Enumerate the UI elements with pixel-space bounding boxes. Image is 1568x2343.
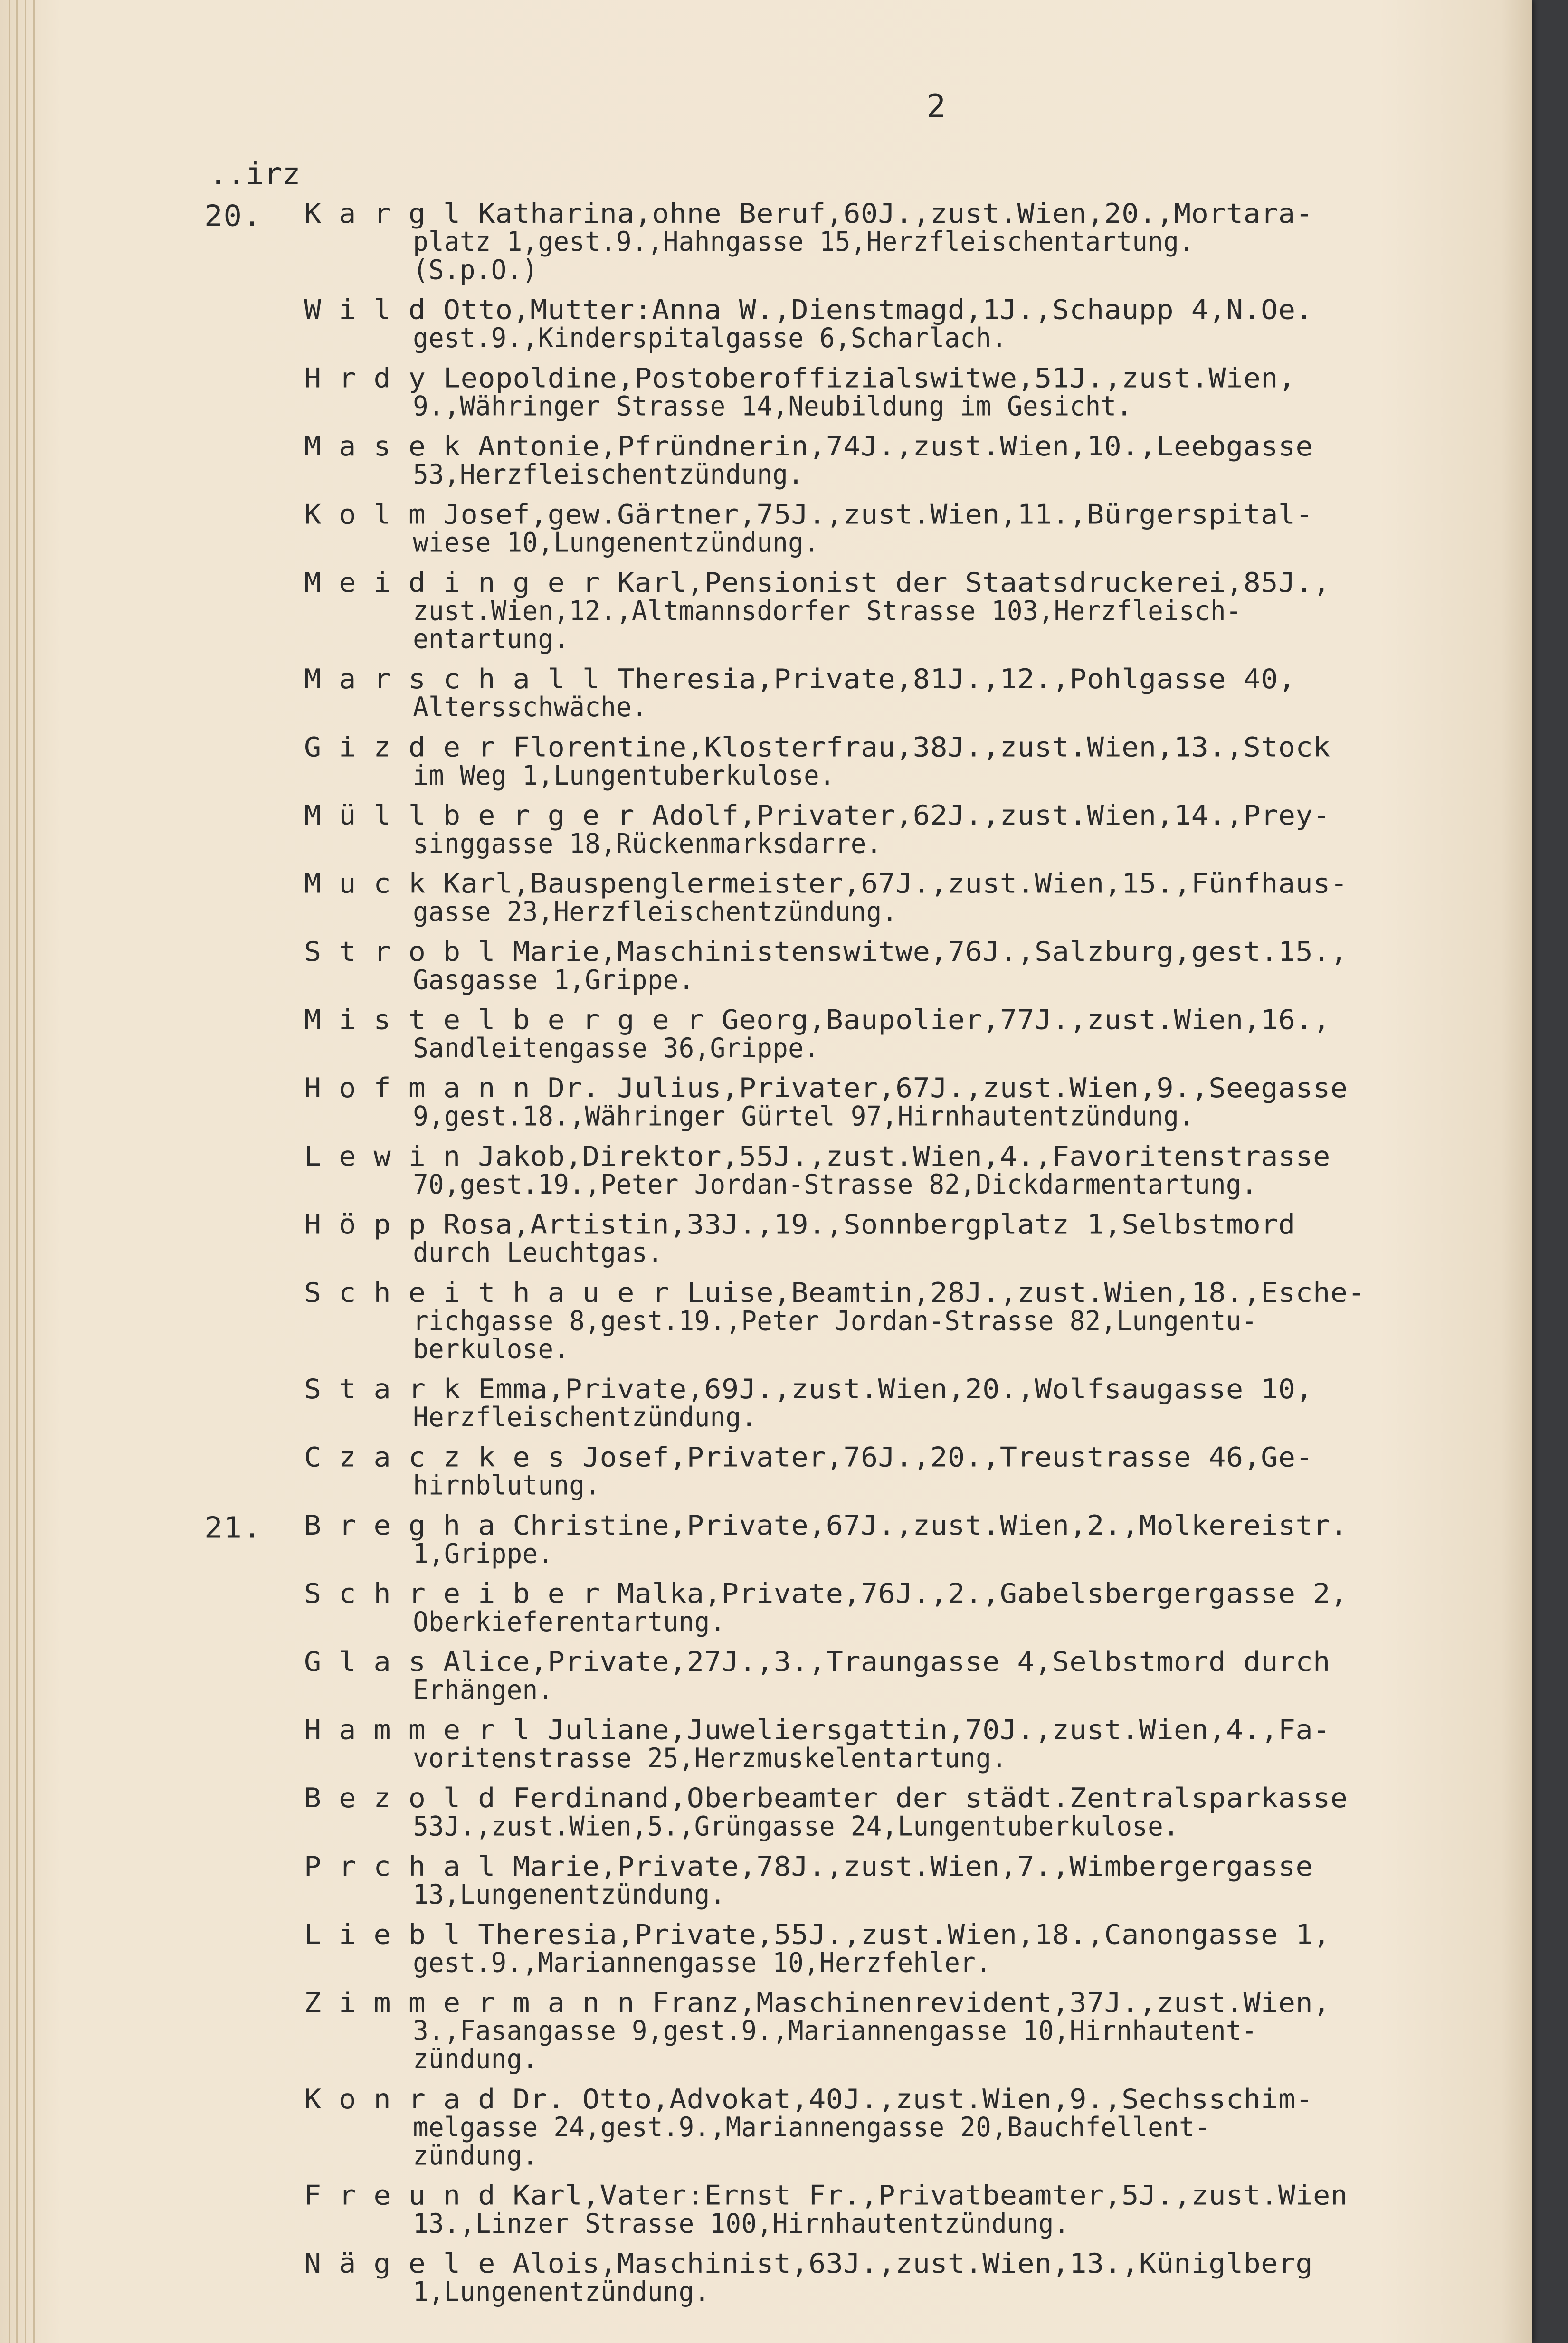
register-entry (304, 1006, 1501, 1062)
entry-line-continued: entartung. (413, 623, 570, 655)
entry-line-first: M a r s c h a l l Theresia,Private,81J.,12.,Pohlgasse 40, (304, 663, 1296, 695)
month-heading: ..irz (209, 157, 301, 192)
entry-line-continued: 3.,Fasangasse 9,gest.9.,Mariannengasse 10,Hirnhautent- (413, 2015, 1257, 2047)
entry-line-continued: 1,Grippe. (413, 1537, 554, 1570)
register-entry (304, 1648, 1501, 1704)
entry-line-first: L e w i n Jakob,Direktor,55J.,zust.Wien,4.,Favoritenstrasse (304, 1140, 1330, 1173)
register-entry (304, 1279, 1501, 1363)
entry-line-first: L i e b l Theresia,Private,55J.,zust.Wien,18.,Canongasse 1, (304, 1918, 1330, 1951)
entry-line-continued: 9,gest.18.,Währinger Gürtel 97,Hirnhautentzündung. (413, 1100, 1195, 1132)
register-entry (304, 733, 1501, 790)
entry-line-first: S c h r e i b e r Malka,Private,76J.,2.,Gabelsbergergasse 2, (304, 1577, 1348, 1610)
register-entry (304, 569, 1501, 653)
entry-line-continued: voritenstrasse 25,Herzmuskelentartung. (413, 1742, 1007, 1774)
entry-line-continued: 9.,Währinger Strasse 14,Neubildung im Gesicht. (413, 390, 1132, 422)
entry-line-first: C z a c z k e s Josef,Privater,76J.,20.,Treustrasse 46,Ge- (304, 1441, 1313, 1473)
entry-line-continued: 13.,Linzer Strasse 100,Hirnhautentzündung. (413, 2208, 1070, 2240)
register-entry (304, 938, 1501, 994)
entry-line-first: S t a r k Emma,Private,69J.,zust.Wien,20.,Wolfsaugasse 10, (304, 1373, 1313, 1405)
book-binding (1532, 0, 1568, 2343)
entry-line-continued: (S.p.O.) (413, 254, 538, 286)
register-entry (304, 1074, 1501, 1130)
register-entry (304, 801, 1501, 858)
entry-line-first: H a m m e r l Juliane,Juweliersgattin,70J.,zust.Wien,4.,Fa- (304, 1714, 1330, 1746)
entry-line-continued: richgasse 8,gest.19.,Peter Jordan-Strasse 82,Lungentu- (413, 1305, 1257, 1337)
entry-line-first: P r c h a l Marie,Private,78J.,zust.Wien,7.,Wimbergergasse (304, 1850, 1313, 1883)
register-entry (304, 432, 1501, 489)
register-entry (304, 1918, 1501, 1979)
register-entry (304, 1784, 1501, 1840)
entry-line-first: W i l d Otto,Mutter:Anna W.,Dienstmagd,1J.,Schaupp 4,N.Oe. (304, 294, 1313, 326)
page-edge (33, 0, 35, 2343)
entry-line-continued: zündung. (413, 2043, 538, 2075)
page-edge (16, 0, 18, 2343)
register-entry (304, 665, 1501, 721)
entry-line-continued: im Weg 1,Lungentuberkulose. (413, 759, 835, 792)
entry-line-continued: singgasse 18,Rückenmarksdarre. (413, 827, 882, 860)
entry-line-continued: wiese 10,Lungenentzündung. (413, 527, 820, 559)
entry-line-continued: 53,Herzfleischentzündung. (413, 458, 804, 491)
entry-line-first: M ü l l b e r g e r Adolf,Privater,62J.,zust.Wien,14.,Prey- (304, 799, 1330, 832)
entry-line-first: B e z o l d Ferdinand,Oberbeamter der städt.Zentralsparkasse (304, 1782, 1348, 1814)
page-number: 2 (926, 88, 946, 125)
entry-line-continued: durch Leuchtgas. (413, 1237, 663, 1269)
entry-line-continued: gasse 23,Herzfleischentzündung. (413, 896, 898, 928)
entry-line-first: M e i d i n g e r Karl,Pensionist der Staatsdruckerei,85J., (304, 567, 1330, 599)
entry-date: 21. (204, 1511, 262, 1545)
register-entry (304, 1208, 1501, 1269)
entry-line-first: B r e g h a Christine,Private,67J.,zust.Wien,2.,Molkereistr. (304, 1509, 1348, 1542)
entry-line-first: G i z d e r Florentine,Klosterfrau,38J.,zust.Wien,13.,Stock (304, 731, 1330, 763)
register-entry (304, 498, 1501, 559)
entry-line-continued: Altersschwäche. (413, 691, 647, 723)
register-entry (304, 1142, 1501, 1199)
entry-line-continued: Gasgasse 1,Grippe. (413, 964, 694, 996)
entry-line-continued: gest.9.,Mariannengasse 10,Herzfehler. (413, 1947, 992, 1979)
entry-line-first: Z i m m e r m a n n Franz,Maschinenrevident,37J.,zust.Wien, (304, 1987, 1330, 2019)
entry-line-first: H o f m a n n Dr. Julius,Privater,67J.,zust.Wien,9.,Seegasse (304, 1072, 1348, 1104)
entry-line-continued: 53J.,zust.Wien,5.,Grüngasse 24,Lungentuberkulose. (413, 1810, 1179, 1842)
entry-line-continued: Herzfleischentzündung. (413, 1401, 757, 1433)
register-entry (304, 867, 1501, 928)
register-entry (304, 296, 1501, 352)
entry-line-continued: 1,Lungenentzündung. (413, 2276, 710, 2308)
entry-line-first: H r d y Leopoldine,Postoberoffizialswitwe,51J.,zust.Wien, (304, 362, 1296, 394)
register-entry (304, 2182, 1501, 2238)
register-entry (304, 2085, 1501, 2170)
entry-line-continued: Sandleitengasse 36,Grippe. (413, 1032, 820, 1064)
entry-line-continued: zust.Wien,12.,Altmannsdorfer Strasse 103,Herzfleisch- (413, 595, 1242, 627)
entry-line-first: M u c k Karl,Bauspenglermeister,67J.,zust.Wien,15.,Fünfhaus- (304, 867, 1348, 900)
register-entry (304, 1443, 1501, 1500)
entry-line-continued: berkulose. (413, 1333, 570, 1365)
page-edge (9, 0, 10, 2343)
entry-line-first: N ä g e l e Alois,Maschinist,63J.,zust.Wien,13.,Küniglberg (304, 2248, 1313, 2280)
entry-line-continued: zündung. (413, 2139, 538, 2172)
register-entry (204, 1509, 1501, 1570)
entry-line-continued: melgasse 24,gest.9.,Mariannengasse 20,Bauchfellent- (413, 2111, 1210, 2144)
entry-line-continued: 13,Lungenentzündung. (413, 1878, 726, 1911)
entry-line-continued: Erhängen. (413, 1674, 554, 1706)
entry-line-first: K o l m Josef,gew.Gärtner,75J.,zust.Wien,11.,Bürgerspital- (304, 498, 1313, 531)
page-edge (25, 0, 26, 2343)
entry-date: 20. (204, 199, 262, 233)
register-entry (304, 1577, 1501, 1638)
entry-line-first: F r e u n d Karl,Vater:Ernst Fr.,Privatbeamter,5J.,zust.Wien (304, 2180, 1348, 2212)
entry-line-continued: platz 1,gest.9.,Hahngasse 15,Herzfleischentartung. (413, 226, 1195, 258)
register-entry (304, 1716, 1501, 1773)
entry-line-continued: Oberkieferentartung. (413, 1606, 726, 1638)
register-entry (304, 364, 1501, 420)
entry-line-first: G l a s Alice,Private,27J.,3.,Traungasse 4,Selbstmord durch (304, 1646, 1330, 1678)
entry-line-first: M i s t e l b e r g e r Georg,Baupolier,77J.,zust.Wien,16., (304, 1004, 1330, 1036)
register-entry (304, 1852, 1501, 1909)
entry-line-first: K a r g l Katharina,ohne Beruf,60J.,zust.Wien,20.,Mortara- (304, 198, 1313, 230)
register-entry (204, 198, 1501, 286)
register-entry (304, 1375, 1501, 1432)
entry-line-first: M a s e k Antonie,Pfründnerin,74J.,zust.Wien,10.,Leebgasse (304, 430, 1313, 463)
register-entry (304, 2249, 1501, 2306)
entry-line-continued: 70,gest.19.,Peter Jordan-Strasse 82,Dickdarmentartung. (413, 1168, 1257, 1201)
entry-line-continued: hirnblutung. (413, 1470, 601, 1502)
entry-line-first: S c h e i t h a u e r Luise,Beamtin,28J.,zust.Wien,18.,Esche- (304, 1277, 1366, 1309)
entry-line-continued: gest.9.,Kinderspitalgasse 6,Scharlach. (413, 322, 1007, 354)
entry-line-first: S t r o b l Marie,Maschinistenswitwe,76J.,Salzburg,gest.15., (304, 936, 1348, 968)
entry-line-first: K o n r a d Dr. Otto,Advokat,40J.,zust.Wien,9.,Sechsschim- (304, 2083, 1313, 2115)
entry-line-first: H ö p p Rosa,Artistin,33J.,19.,Sonnbergplatz 1,Selbstmord (304, 1208, 1296, 1241)
register-entry (304, 1989, 1501, 2073)
